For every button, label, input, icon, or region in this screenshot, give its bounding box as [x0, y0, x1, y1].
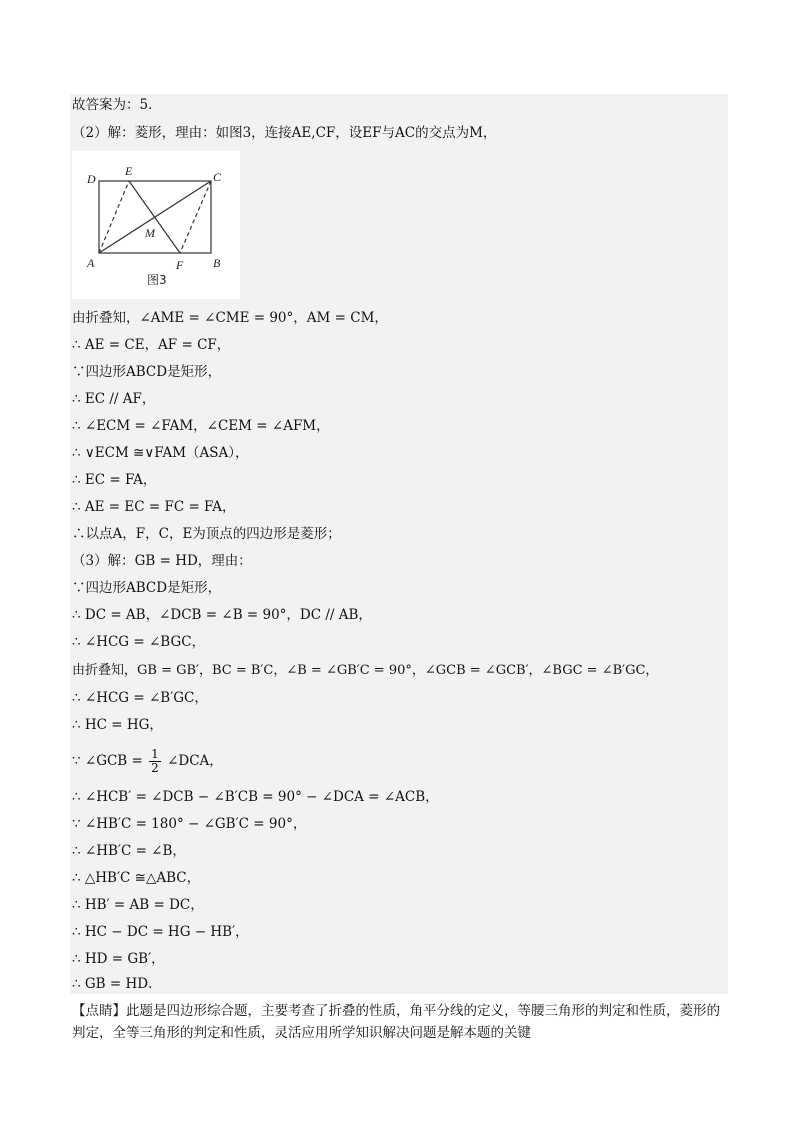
- proof-line: ∴ HC − DC = HG − HB′，: [72, 924, 249, 940]
- proof-line: （3）解：GB = HD，理由：: [72, 553, 252, 569]
- proof-line: ∴ ∠HB′C = ∠B，: [72, 843, 186, 859]
- key-point-note: 【点睛】此题是四边形综合题，主要考查了折叠的性质，角平分线的定义，等腰三角形的判定和性质，菱形的判定，全等三角形的判定和性质，灵活应用所学知识解决问题是解本题的关键: [72, 1003, 720, 1041]
- proof-line: ∴ HC = HG，: [72, 717, 163, 733]
- proof-line: ∴ ∠ECM = ∠FAM，∠CEM = ∠AFM，: [72, 418, 330, 434]
- proof-line: ∵四边形ABCD是矩形，: [72, 580, 222, 596]
- proof-line: ∴ HB′ = AB = DC，: [72, 897, 204, 913]
- label-a: A: [87, 256, 95, 270]
- proof-line: ∴以点A，F，C，E为顶点的四边形是菱形；: [72, 526, 341, 542]
- proof-line: （2）解：菱形，理由：如图3，连接AE,CF，设EF与AC的交点为M，: [72, 125, 497, 141]
- proof-line: ∴ AE = CE，AF = CF，: [72, 337, 231, 353]
- fraction-numerator: 1: [151, 747, 159, 761]
- label-f: F: [176, 258, 184, 272]
- proof-line: ∴ ∨ECM ≅∨FAM（ASA），: [72, 445, 249, 461]
- proof-line-fraction: [72, 745, 223, 777]
- segment-ae: [99, 181, 129, 253]
- segment-ef: [129, 181, 180, 253]
- proof-line: ∴ ∠HCG = ∠B′GC，: [72, 690, 208, 706]
- proof-line: ∵ ∠HB′C = 180° − ∠GB′C = 90°，: [72, 816, 307, 832]
- proof-line: ∴ ∠HCG = ∠BGC，: [72, 634, 206, 650]
- proof-line: ∵四边形ABCD是矩形，: [72, 364, 222, 380]
- fraction-denominator: 2: [151, 761, 159, 775]
- segment-cf: [180, 181, 211, 253]
- proof-line: ∴ DC = AB，∠DCB = ∠B = 90°，DC // AB，: [72, 607, 372, 623]
- proof-line: ∴ AE = EC = FC = FA，: [72, 499, 236, 515]
- geometry-figure: [72, 151, 240, 299]
- answer-line: 故答案为：5．: [72, 97, 162, 113]
- proof-line: ∴ GB = HD．: [72, 976, 162, 992]
- fraction-prefix: ∵ ∠GCB =: [72, 753, 143, 769]
- label-b: B: [213, 256, 221, 270]
- label-e: E: [125, 164, 133, 178]
- fraction-suffix: ∠DCA，: [167, 753, 223, 769]
- proof-line: 由折叠知，GB = GB′，BC = B′C，∠B = ∠GB′C = 90°，∠GCB = ∠GCB′，∠BGC = ∠B′GC，: [72, 663, 659, 678]
- proof-line: ∴ EC = FA，: [72, 472, 157, 488]
- label-m: M: [145, 226, 155, 240]
- proof-line: 由折叠知，∠AME = ∠CME = 90°，AM = CM，: [72, 310, 388, 326]
- proof-line: ∴ HD = GB′，: [72, 951, 165, 967]
- fraction: [149, 748, 161, 775]
- proof-line: ∴ ∠HCB′ = ∠DCB − ∠B′CB = 90° − ∠DCA = ∠ACB，: [72, 789, 439, 805]
- label-d: D: [87, 172, 96, 186]
- proof-line: ∴ EC // AF，: [72, 391, 156, 407]
- proof-line: ∴ △HB′C ≅△ABC，: [72, 870, 201, 886]
- label-c: C: [213, 170, 222, 184]
- figure-caption: 图3: [147, 273, 167, 287]
